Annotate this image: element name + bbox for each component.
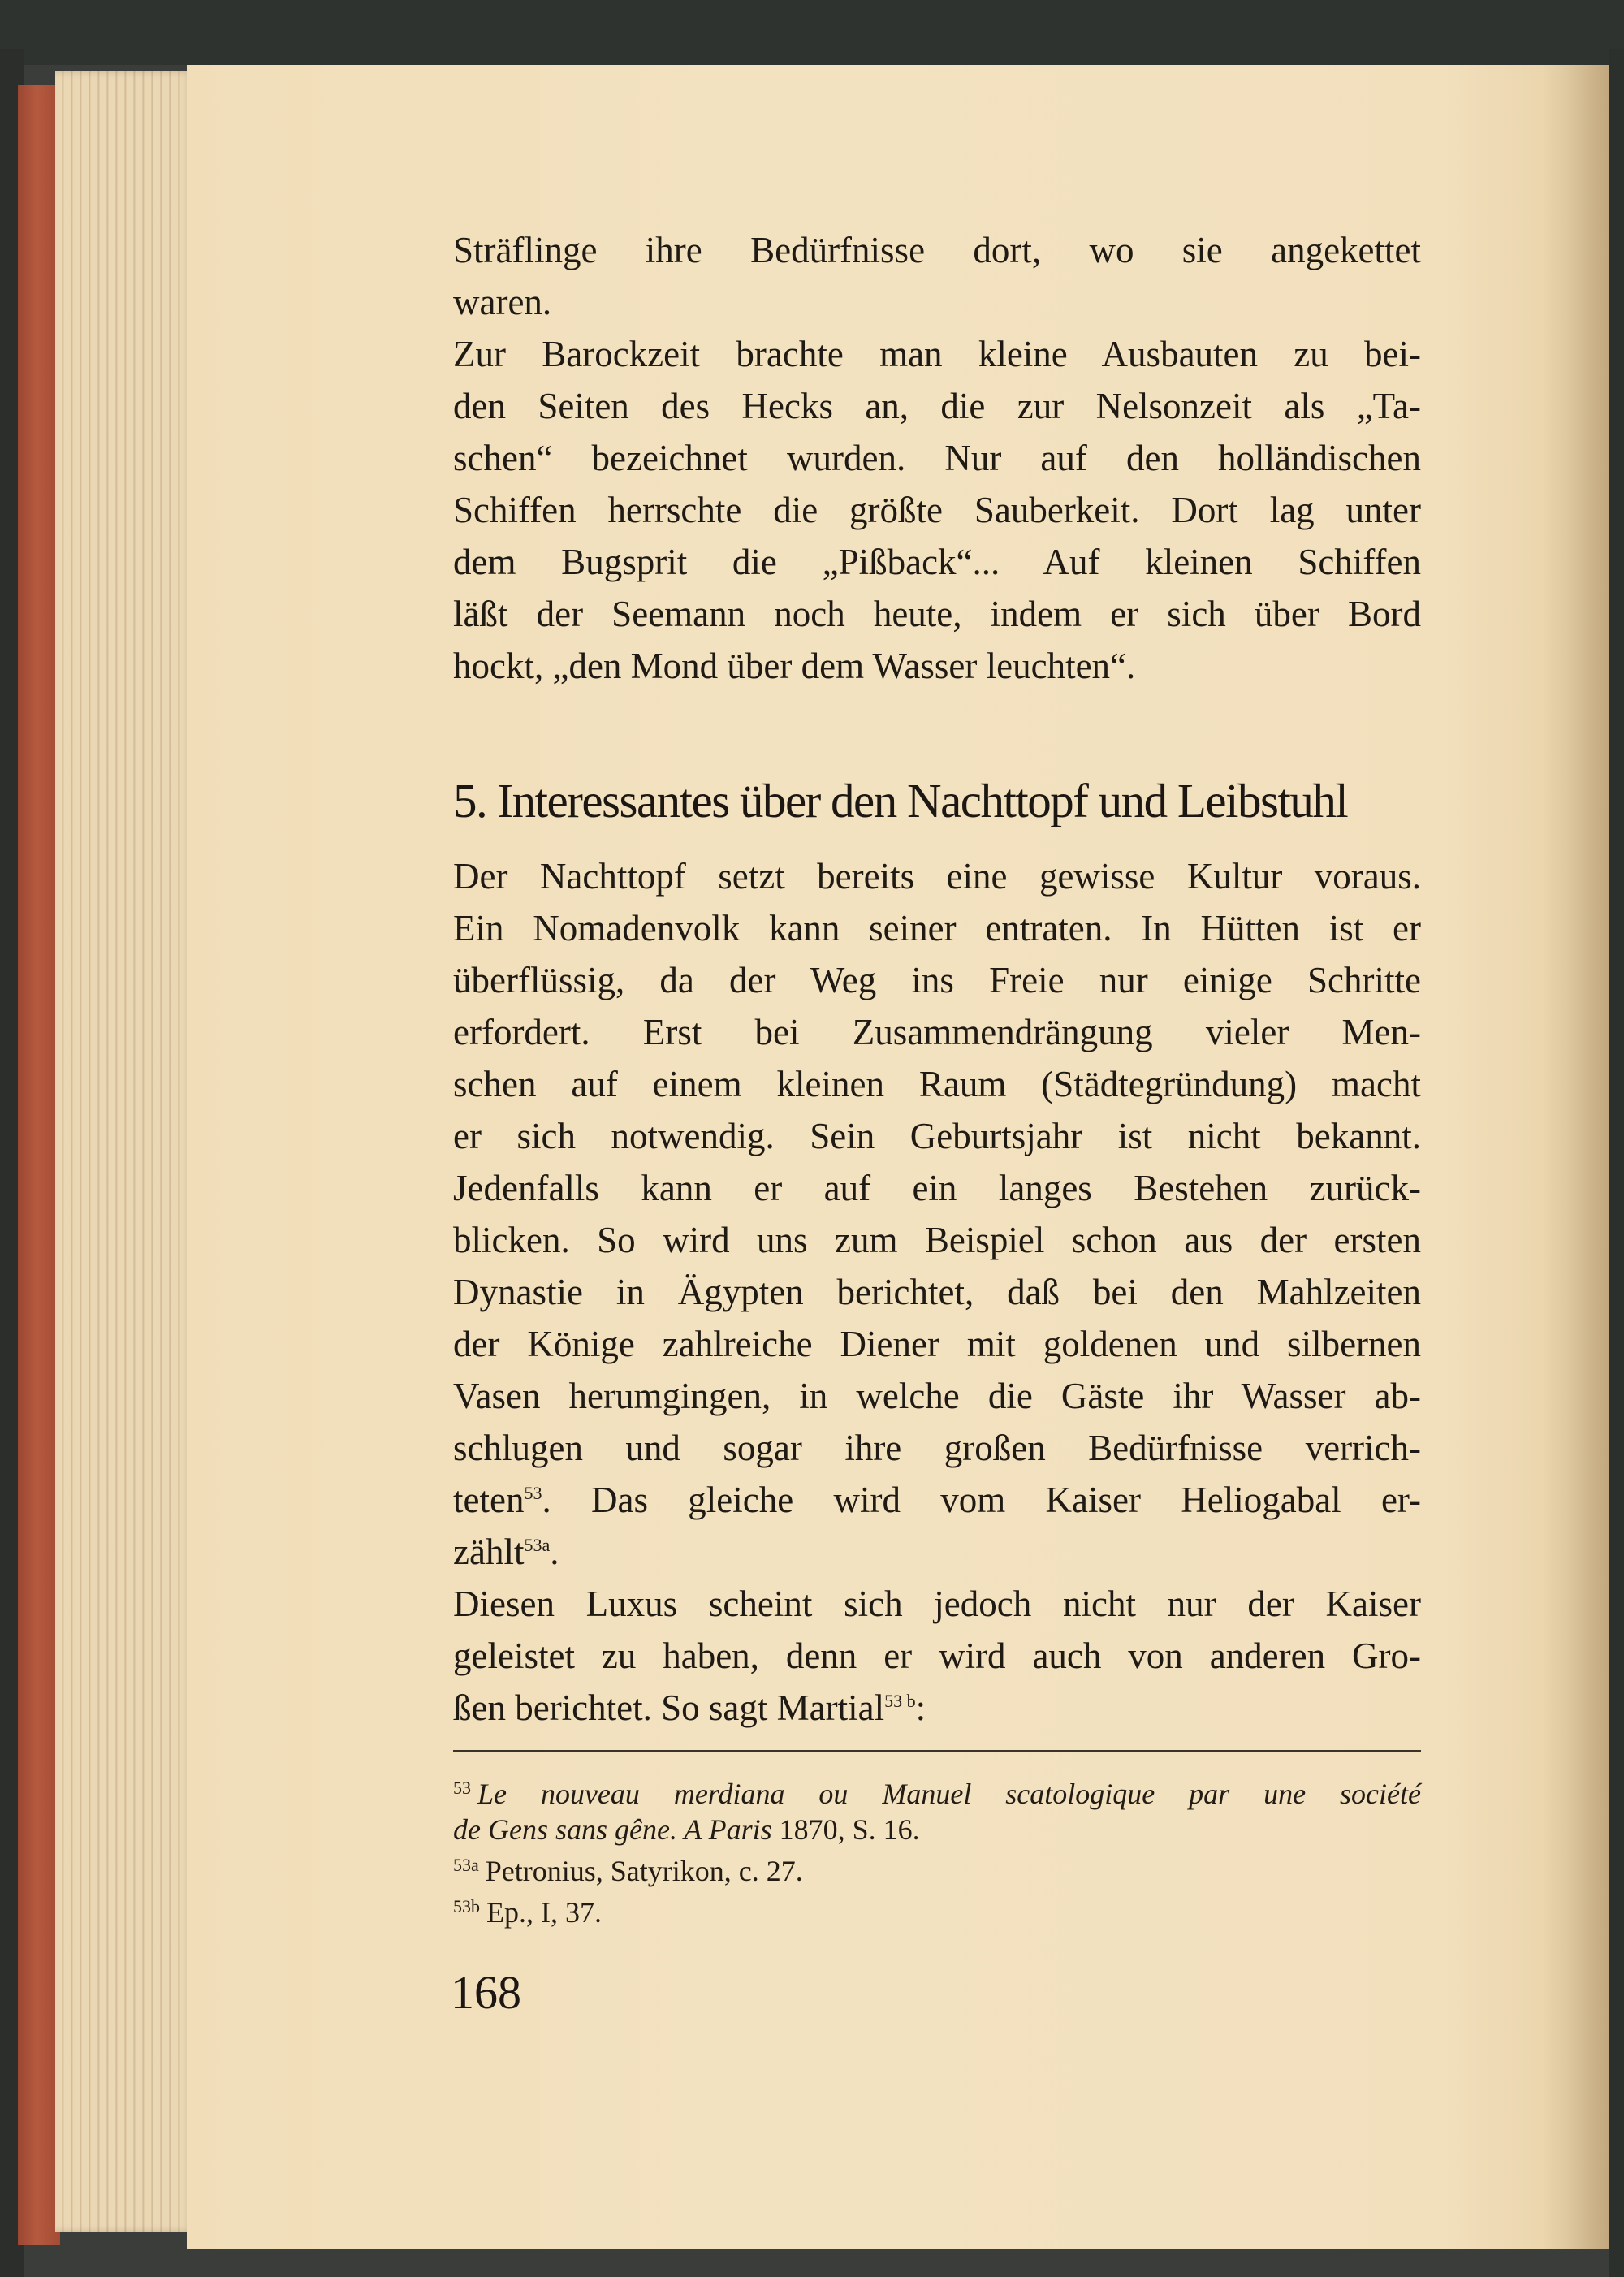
text-line: er sich notwendig. Sein Geburtsjahr ist nicht bekannt.: [453, 1116, 1421, 1156]
background-top: [0, 0, 1624, 65]
text-line: läßt der Seemann noch heute, indem er sich über Bord: [453, 594, 1421, 634]
book-binding-edge: [18, 85, 60, 2245]
footnote-53: [453, 1770, 1421, 1812]
text-line: Schiffen herrschte die größte Sauberkeit. Dort lag unter: [453, 490, 1421, 530]
footnote-53-continued: [453, 1812, 1421, 1847]
text: . Das gleiche wird vom Kaiser Heliogabal er-: [542, 1480, 1421, 1520]
footnote-53a: [453, 1847, 1421, 1889]
text-line: blicken. So wird uns zum Beispiel schon aus der ersten: [453, 1220, 1421, 1260]
text-line: überflüssig, da der Weg ins Freie nur einige Schritte: [453, 960, 1421, 1000]
footnote-53b: [453, 1889, 1421, 1930]
text-line: geleistet zu haben, denn er wird auch von anderen Gro-: [453, 1635, 1421, 1676]
text: teten: [453, 1480, 525, 1520]
gutter-shadow: [1543, 65, 1609, 2249]
text-line: Zur Barockzeit brachte man kleine Ausbauten zu bei-: [453, 334, 1421, 374]
footnote-text: Ep., I, 37.: [486, 1896, 602, 1929]
text: ßen berichtet. So sagt Martial: [453, 1687, 885, 1728]
text-line: schlugen und sogar ihre großen Bedürfnisse verrich-: [453, 1428, 1421, 1468]
text-line: der Könige zahlreiche Diener mit goldenen und silbernen: [453, 1324, 1421, 1364]
text-line: dem Bugsprit die „Pißback“... Auf kleinen Schiffen: [453, 542, 1421, 582]
text: :: [915, 1687, 926, 1728]
footnote-mark: 53a: [453, 1855, 479, 1875]
footnote-reference: 53: [524, 1483, 542, 1503]
text: zählt: [453, 1532, 525, 1572]
text-line: erfordert. Erst bei Zusammendrängung vieler Men-: [453, 1012, 1421, 1052]
paragraph-nelson-era: [453, 224, 1421, 692]
text-line: Jedenfalls kann er auf ein langes Bestehen zurück-: [453, 1168, 1421, 1208]
text-line-with-footnote: [453, 1682, 1421, 1734]
text-line: Ein Nomadenvolk kann seiner entraten. In Hütten ist er: [453, 908, 1421, 948]
section-heading: 5. Interessantes über den Nachttopf und Leibstuhl: [453, 774, 1348, 827]
text-line: Der Nachttopf setzt bereits eine gewisse Kultur voraus.: [453, 856, 1421, 897]
text-line: hockt, „den Mond über dem Wasser leuchten“.: [453, 646, 1136, 686]
text-line: Diesen Luxus scheint sich jedoch nicht nur der Kaiser: [453, 1584, 1421, 1624]
footnote-divider: [453, 1750, 1421, 1752]
text: .: [550, 1532, 559, 1572]
text-line: Sträflinge ihre Bedürfnisse dort, wo sie angekettet: [453, 230, 1421, 270]
text-line: schen“ bezeichnet wurden. Nur auf den holländischen: [453, 438, 1421, 478]
text-line: schen auf einem kleinen Raum (Städtegründung) macht: [453, 1064, 1421, 1104]
text-line-with-footnote: [453, 1526, 1421, 1578]
footnote-reference: 53 b: [884, 1691, 916, 1711]
footnote-mark: 53b: [453, 1896, 480, 1916]
footnotes: [453, 1770, 1421, 1930]
footnote-mark: 53: [453, 1778, 471, 1798]
page-number: 168: [451, 1966, 521, 2019]
text-line: waren.: [453, 282, 552, 322]
paragraph-chamber-pot: [453, 850, 1421, 1734]
text-line-with-footnote: [453, 1474, 1421, 1526]
footnote-reference: 53a: [524, 1535, 551, 1555]
text-line: den Seiten des Hecks an, die zur Nelsonzeit als „Ta-: [453, 386, 1421, 426]
page-stack-edges: [55, 71, 193, 2232]
background-right: [1609, 49, 1624, 2277]
text-line: Dynastie in Ägypten berichtet, daß bei den Mahlzeiten: [453, 1272, 1421, 1312]
footnote-text: 1870, S. 16.: [771, 1813, 920, 1846]
footnote-text: Petronius, Satyrikon, c. 27.: [485, 1855, 803, 1887]
text-line: Vasen herumgingen, in welche die Gäste ihr Wasser ab-: [453, 1376, 1421, 1416]
footnote-text: Le nouveau merdiana ou Manuel scatologique par une société: [477, 1778, 1421, 1810]
footnote-text: de Gens sans gêne. A Paris: [453, 1813, 772, 1846]
